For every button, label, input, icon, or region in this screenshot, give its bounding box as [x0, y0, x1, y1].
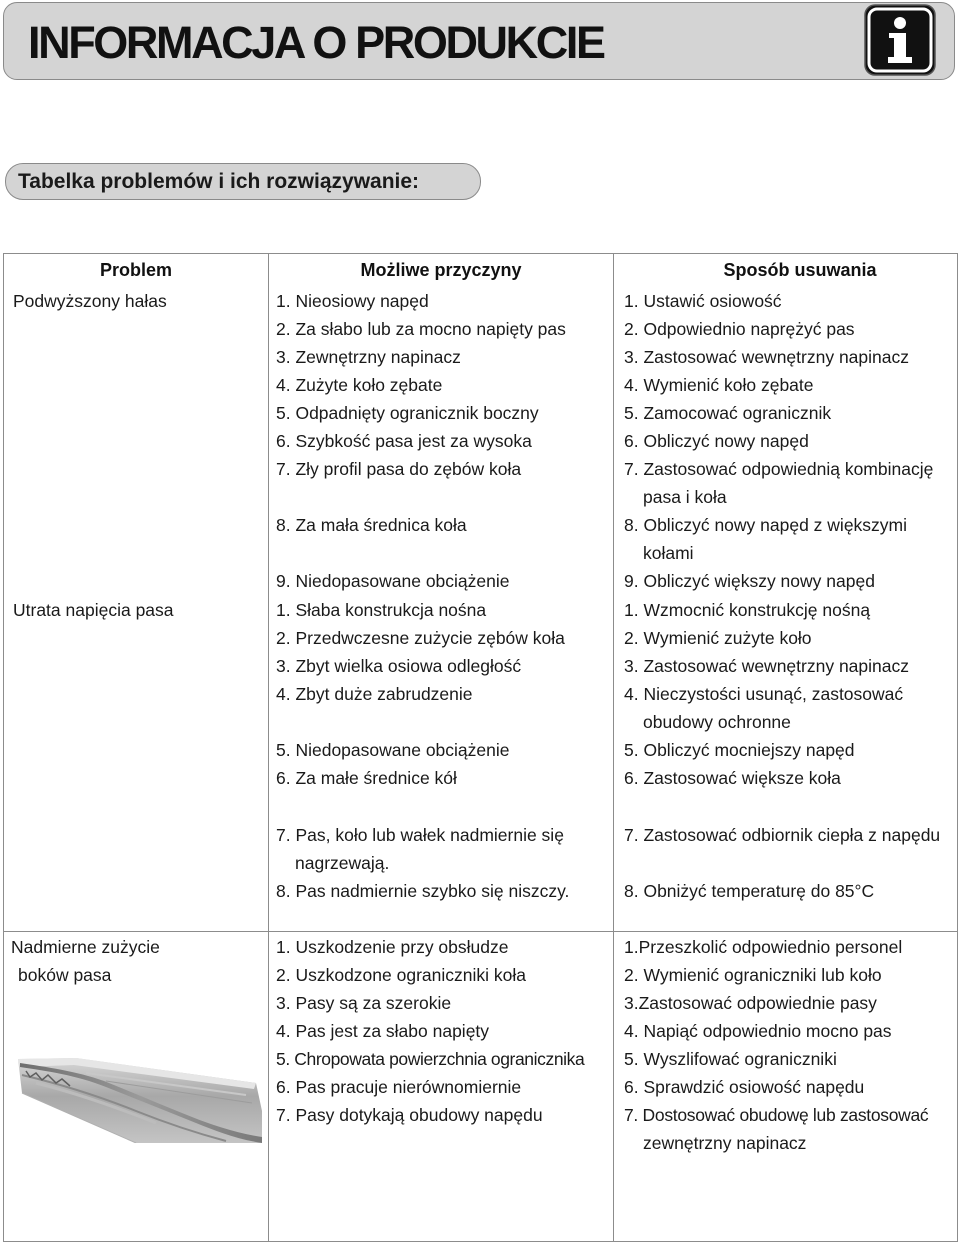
- solution-item: 6. Sprawdzić osiowość napędu: [624, 1077, 865, 1097]
- cause-item: 4. Zużyte koło zębate: [276, 375, 443, 395]
- solution-item-continued: pasa i koła: [643, 487, 727, 507]
- page-title: INFORMACJA O PRODUKCIE: [28, 17, 604, 68]
- problem-cell-continued: boków pasa: [18, 965, 112, 985]
- cause-item: 5. Niedopasowane obciążenie: [276, 740, 510, 760]
- cause-item: 3. Zewnętrzny napinacz: [276, 347, 461, 367]
- solution-item: 4. Nieczystości usunąć, zastosować: [624, 684, 904, 704]
- solution-item: 6. Zastosować większe koła: [624, 768, 841, 788]
- solution-item-continued: zewnętrzny napinacz: [643, 1133, 807, 1153]
- solution-item: 6. Obliczyć nowy napęd: [624, 431, 809, 451]
- solution-item: 4. Napiąć odpowiednio mocno pas: [624, 1021, 892, 1041]
- section-title: Tabelka problemów i ich rozwiązywanie:: [18, 170, 420, 193]
- header-problem: Problem: [99, 260, 173, 280]
- page-header: [3, 2, 955, 80]
- solution-item: 5. Zamocować ogranicznik: [624, 403, 832, 423]
- cause-item: 1. Nieosiowy napęd: [276, 291, 429, 311]
- solution-item: 1. Wzmocnić konstrukcję nośną: [624, 600, 871, 620]
- cause-item: 2. Uszkodzone ograniczniki koła: [276, 965, 526, 985]
- cause-item: 7. Zły profil pasa do zębów koła: [276, 459, 522, 479]
- cause-item: 9. Niedopasowane obciążenie: [276, 571, 510, 591]
- cause-item: 8. Pas nadmiernie szybko się niszczy.: [276, 881, 570, 901]
- cause-item: 4. Zbyt duże zabrudzenie: [276, 684, 473, 704]
- cause-item: 6. Za małe średnice kół: [276, 768, 457, 788]
- cause-item: 5. Chropowata powierzchnia ogranicznika: [276, 1049, 585, 1069]
- cause-item-continued: nagrzewają.: [295, 853, 390, 873]
- solution-item: 1. Ustawić osiowość: [624, 291, 782, 311]
- cause-item: 6. Pas pracuje nierównomiernie: [276, 1077, 522, 1097]
- solution-item: 2. Odpowiednio naprężyć pas: [624, 319, 855, 339]
- solution-item: 4. Wymienić koło zębate: [624, 375, 814, 395]
- problem-cell: Utrata napięcia pasa: [13, 600, 174, 620]
- cause-item: 7. Pasy dotykają obudowy napędu: [276, 1105, 543, 1125]
- solution-item: 8. Obliczyć nowy napęd z większymi: [624, 515, 908, 535]
- cause-item: 2. Przedwczesne zużycie zębów koła: [276, 628, 565, 648]
- info-icon: [864, 4, 936, 76]
- cause-item: 8. Za mała średnica koła: [276, 515, 467, 535]
- solution-item: 7. Dostosować obudowę lub zastosować: [624, 1105, 929, 1125]
- solution-item: 7. Zastosować odbiornik ciepła z napędu: [624, 825, 941, 845]
- header-causes: Możliwe przyczyny: [360, 260, 522, 280]
- column-divider: [613, 253, 614, 1242]
- solution-item-continued: kołami: [643, 543, 694, 563]
- solution-item: 3. Zastosować wewnętrzny napinacz: [624, 656, 909, 676]
- solution-item: 2. Wymienić ograniczniki lub koło: [624, 965, 882, 985]
- solution-item: 2. Wymienić zużyte koło: [624, 628, 812, 648]
- solution-item: 5. Obliczyć mocniejszy napęd: [624, 740, 855, 760]
- cause-item: 7. Pas, koło lub wałek nadmiernie się: [276, 825, 564, 845]
- cause-item: 3. Zbyt wielka osiowa odległość: [276, 656, 522, 676]
- solution-item: 3.Zastosować odpowiednie pasy: [624, 993, 877, 1013]
- solution-item: 9. Obliczyć większy nowy napęd: [624, 571, 875, 591]
- cause-item: 4. Pas jest za słabo napięty: [276, 1021, 490, 1041]
- cause-item: 2. Za słabo lub za mocno napięty pas: [276, 319, 566, 339]
- cause-item: 6. Szybkość pasa jest za wysoka: [276, 431, 532, 451]
- cause-item: 1. Słaba konstrukcja nośna: [276, 600, 487, 620]
- column-divider: [268, 253, 269, 1242]
- cause-item: 5. Odpadnięty ogranicznik boczny: [276, 403, 539, 423]
- section-heading: [5, 163, 481, 200]
- worn-belt-photo: [16, 1053, 264, 1143]
- row-divider: [3, 931, 958, 932]
- solution-item: 5. Wyszlifować ograniczniki: [624, 1049, 837, 1069]
- solution-item: 1.Przeszkolić odpowiednio personel: [624, 937, 903, 957]
- problem-cell: Podwyższony hałas: [13, 291, 167, 311]
- solution-item-continued: obudowy ochronne: [643, 712, 791, 732]
- solution-item: 3. Zastosować wewnętrzny napinacz: [624, 347, 909, 367]
- cause-item: 1. Uszkodzenie przy obsłudze: [276, 937, 509, 957]
- header-solutions: Sposób usuwania: [723, 260, 877, 280]
- problem-cell: Nadmierne zużycie: [11, 937, 160, 957]
- cause-item: 3. Pasy są za szerokie: [276, 993, 452, 1013]
- solution-item: 7. Zastosować odpowiednią kombinację: [624, 459, 934, 479]
- solution-item: 8. Obniżyć temperaturę do 85°C: [624, 881, 875, 901]
